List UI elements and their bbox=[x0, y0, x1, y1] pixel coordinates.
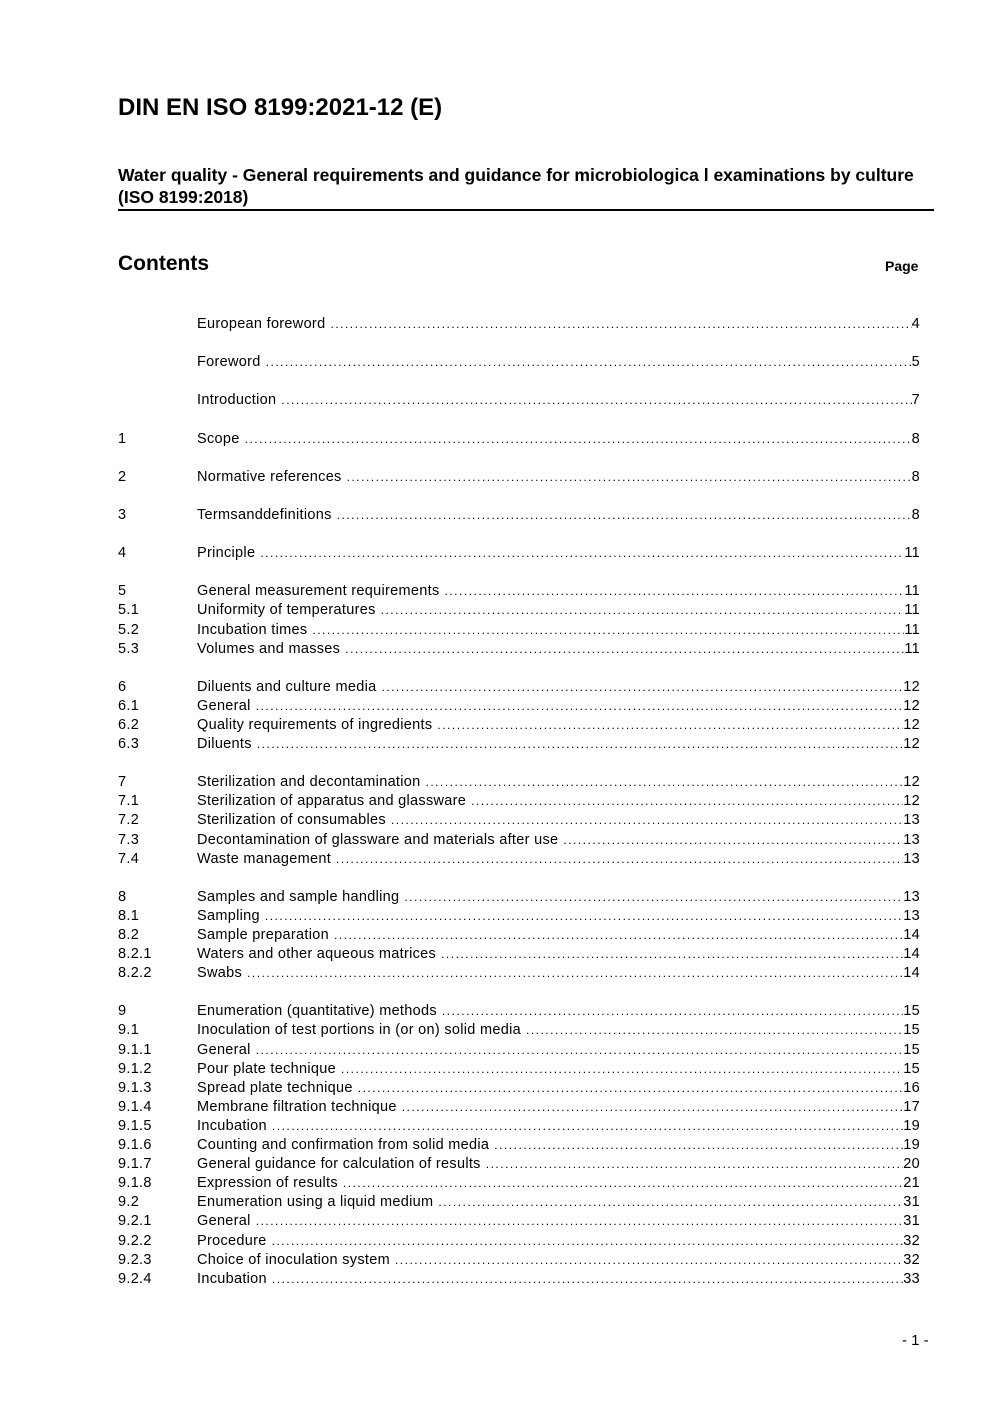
toc-entry-title: Waste management bbox=[197, 850, 332, 867]
toc-entry[interactable] bbox=[118, 1021, 920, 1040]
toc-entry-title: Expression of results bbox=[197, 1175, 338, 1192]
dot-leader bbox=[402, 1098, 904, 1117]
toc-entry[interactable] bbox=[118, 353, 920, 372]
toc-entry-number: 8 bbox=[118, 888, 127, 905]
dot-leader bbox=[494, 1136, 903, 1155]
dot-leader bbox=[272, 1117, 903, 1136]
dot-leader bbox=[441, 945, 903, 964]
toc-entry-number: 9.1 bbox=[118, 1022, 140, 1039]
toc-entry-number: 3 bbox=[118, 506, 127, 523]
toc-entry-title: Sterilization of apparatus and glassware bbox=[197, 793, 467, 810]
toc-entry[interactable] bbox=[118, 621, 920, 640]
dot-leader bbox=[256, 1041, 904, 1060]
toc-entry-title: Principle bbox=[197, 545, 256, 562]
dot-leader bbox=[272, 1232, 904, 1251]
toc-entry-title: Quality requirements of ingredients bbox=[197, 716, 433, 733]
toc-entry-title: Incubation times bbox=[197, 621, 308, 638]
toc-entry-number: 9.1.3 bbox=[118, 1079, 152, 1096]
toc-entry[interactable] bbox=[118, 735, 920, 754]
document-id: DIN EN ISO 8199:2021-12 (E) bbox=[118, 94, 443, 121]
toc-entry-number: 9.1.8 bbox=[118, 1175, 152, 1192]
toc-entry-page: 11 bbox=[904, 602, 920, 619]
toc-entry-number: 5.2 bbox=[118, 621, 140, 638]
toc-entry-title: Sampling bbox=[197, 907, 260, 924]
toc-entry-title: Uniformity of temperatures bbox=[197, 602, 376, 619]
toc-entry-title: Choice of inoculation system bbox=[197, 1251, 390, 1268]
toc-entry-title: Sterilization and decontamination bbox=[197, 774, 421, 791]
dot-leader bbox=[426, 773, 904, 792]
dot-leader bbox=[471, 792, 903, 811]
dot-leader bbox=[343, 1174, 903, 1193]
dot-leader bbox=[266, 353, 912, 372]
toc-entry-page: 12 bbox=[903, 774, 920, 791]
dot-leader bbox=[336, 850, 903, 869]
dot-leader bbox=[330, 315, 911, 334]
toc-entry-page: 12 bbox=[903, 793, 920, 810]
toc-entry-title: Scope bbox=[197, 430, 240, 447]
toc-entry-title: Incubation bbox=[197, 1270, 267, 1287]
toc-entry[interactable] bbox=[118, 1079, 920, 1098]
dot-leader bbox=[445, 582, 905, 601]
toc-entry[interactable] bbox=[118, 1251, 920, 1270]
dot-leader bbox=[563, 831, 903, 850]
dot-leader bbox=[381, 678, 903, 697]
toc-entry[interactable] bbox=[118, 811, 920, 830]
dot-leader bbox=[247, 964, 903, 983]
toc-entry[interactable] bbox=[118, 601, 920, 620]
toc-entry[interactable] bbox=[118, 1041, 920, 1060]
toc-entry-page: 31 bbox=[903, 1194, 920, 1211]
toc-entry-number: 9.1.5 bbox=[118, 1117, 152, 1134]
toc-entry-title: Enumeration using a liquid medium bbox=[197, 1194, 434, 1211]
toc-entry-page: 14 bbox=[903, 946, 920, 963]
toc-entry-page: 13 bbox=[903, 907, 920, 924]
dot-leader bbox=[442, 1002, 903, 1021]
page-number: - 1 - bbox=[902, 1332, 929, 1349]
toc-entry-title: Introduction bbox=[197, 392, 277, 409]
toc-entry-number: 9.2.4 bbox=[118, 1270, 152, 1287]
toc-entry-page: 12 bbox=[903, 716, 920, 733]
toc-entry[interactable] bbox=[118, 831, 920, 850]
toc-entry-number: 8.2.2 bbox=[118, 965, 152, 982]
toc-entry-title: Counting and confirmation from solid media bbox=[197, 1137, 490, 1154]
toc-entry-page: 13 bbox=[903, 812, 920, 829]
toc-entry-page: 20 bbox=[903, 1156, 920, 1173]
toc-entry[interactable] bbox=[118, 964, 920, 983]
document-title: Water quality - General requirements and guidance for microbiologica l examinations by culture (ISO 8199:2018) bbox=[118, 164, 934, 211]
toc-entry[interactable] bbox=[118, 945, 920, 964]
toc-entry-title: European foreword bbox=[197, 316, 326, 332]
toc-entry-title: Swabs bbox=[197, 965, 243, 982]
toc-entry[interactable] bbox=[118, 773, 920, 792]
toc-entry[interactable] bbox=[118, 1193, 920, 1212]
toc-entry-number: 2 bbox=[118, 468, 127, 485]
toc-entry-page: 31 bbox=[903, 1213, 920, 1230]
dot-leader bbox=[437, 716, 903, 735]
toc-entry[interactable] bbox=[118, 1212, 920, 1231]
page-column-label: Page bbox=[885, 258, 919, 274]
toc-entry[interactable] bbox=[118, 926, 920, 945]
toc-entry-page: 5 bbox=[911, 354, 920, 371]
toc-entry-number: 7.3 bbox=[118, 831, 140, 848]
toc-entry[interactable] bbox=[118, 1155, 920, 1174]
toc-entry-number: 9.2.1 bbox=[118, 1213, 152, 1230]
toc-entry[interactable] bbox=[118, 697, 920, 716]
toc-entry-number: 6.1 bbox=[118, 697, 140, 714]
toc-entry-page: 13 bbox=[903, 831, 920, 848]
toc-entry[interactable] bbox=[118, 792, 920, 811]
toc-entry-title: Spread plate technique bbox=[197, 1079, 353, 1096]
toc-entry-number: 6.2 bbox=[118, 716, 140, 733]
toc-entry[interactable] bbox=[118, 544, 920, 563]
toc-entry-number: 7.2 bbox=[118, 812, 140, 829]
toc-entry-title: Incubation bbox=[197, 1117, 267, 1134]
dot-leader bbox=[395, 1251, 903, 1270]
toc-entry-title: Procedure bbox=[197, 1232, 267, 1249]
toc-entry-title: General guidance for calculation of results bbox=[197, 1156, 481, 1173]
toc-entry-page: 32 bbox=[903, 1232, 920, 1249]
contents-heading: Contents bbox=[118, 252, 209, 275]
toc-entry-page: 15 bbox=[903, 1022, 920, 1039]
toc-entry-number: 7 bbox=[118, 774, 127, 791]
toc-entry-title: Waters and other aqueous matrices bbox=[197, 946, 437, 963]
dot-leader bbox=[281, 391, 911, 410]
toc-entry-page: 32 bbox=[903, 1251, 920, 1268]
dot-leader bbox=[337, 506, 912, 525]
toc-entry-title: Enumeration (quantitative) methods bbox=[197, 1003, 437, 1020]
dot-leader bbox=[526, 1021, 903, 1040]
toc-entry-title: Sterilization of consumables bbox=[197, 812, 386, 829]
toc-entry-title: Volumes and masses bbox=[197, 640, 341, 657]
dot-leader bbox=[272, 1270, 903, 1289]
toc-entry-page: 13 bbox=[903, 888, 920, 905]
toc-entry-page: 15 bbox=[903, 1060, 920, 1077]
dot-leader bbox=[260, 544, 904, 563]
toc-entry[interactable] bbox=[118, 430, 920, 449]
toc-entry-page: 4 bbox=[911, 316, 920, 332]
toc-entry-page: 33 bbox=[903, 1270, 920, 1287]
toc-entry-page: 12 bbox=[903, 697, 920, 714]
toc-entry[interactable] bbox=[118, 1270, 920, 1289]
toc-entry[interactable] bbox=[118, 1174, 920, 1193]
toc-entry-number: 9 bbox=[118, 1003, 127, 1020]
toc-entry-number: 9.2.3 bbox=[118, 1251, 152, 1268]
toc-entry[interactable] bbox=[118, 1136, 920, 1155]
toc-entry[interactable] bbox=[118, 907, 920, 926]
dot-leader bbox=[438, 1193, 903, 1212]
toc-entry-number: 9.2 bbox=[118, 1194, 140, 1211]
toc-entry-page: 19 bbox=[903, 1117, 920, 1134]
toc-entry-page: 8 bbox=[911, 468, 920, 485]
toc-entry-page: 16 bbox=[903, 1079, 920, 1096]
toc-entry[interactable] bbox=[118, 716, 920, 735]
toc-entry-number: 5.3 bbox=[118, 640, 140, 657]
toc-entry[interactable] bbox=[118, 1117, 920, 1136]
toc-entry-number: 9.1.1 bbox=[118, 1041, 152, 1058]
dot-leader bbox=[265, 907, 903, 926]
dot-leader bbox=[358, 1079, 904, 1098]
toc-entry[interactable] bbox=[118, 582, 920, 601]
toc-entry-title: Foreword bbox=[197, 354, 261, 371]
toc-entry-page: 11 bbox=[904, 640, 920, 657]
toc-entry[interactable] bbox=[118, 678, 920, 697]
dot-leader bbox=[345, 640, 904, 659]
toc-entry-number: 8.1 bbox=[118, 907, 140, 924]
toc-entry-page: 19 bbox=[903, 1137, 920, 1154]
toc-entry-page: 13 bbox=[903, 850, 920, 867]
toc-entry-title: General bbox=[197, 1041, 251, 1058]
dot-leader bbox=[381, 601, 905, 620]
dot-leader bbox=[404, 888, 903, 907]
toc-entry-number: 7.1 bbox=[118, 793, 140, 810]
toc-entry-number: 9.1.2 bbox=[118, 1060, 152, 1077]
toc-entry-number: 5.1 bbox=[118, 602, 140, 619]
toc-entry-page: 15 bbox=[903, 1003, 920, 1020]
toc-entry[interactable] bbox=[118, 315, 920, 334]
toc-entry-title: Sample preparation bbox=[197, 927, 329, 943]
toc-entry-page: 21 bbox=[903, 1175, 920, 1192]
toc-entry-number: 9.1.6 bbox=[118, 1137, 152, 1154]
toc-entry-title: Membrane filtration technique bbox=[197, 1098, 397, 1115]
toc-entry-page: 11 bbox=[904, 545, 920, 562]
toc-entry-number: 8.2 bbox=[118, 927, 140, 943]
toc-entry-title: Samples and sample handling bbox=[197, 888, 400, 905]
toc-entry[interactable] bbox=[118, 468, 920, 487]
toc-entry-page: 8 bbox=[911, 506, 920, 523]
toc-entry-number: 1 bbox=[118, 430, 127, 447]
toc-entry-page: 14 bbox=[903, 927, 920, 943]
toc-entry-page: 17 bbox=[903, 1098, 920, 1115]
toc-entry[interactable] bbox=[118, 506, 920, 525]
toc-entry-title: Pour plate technique bbox=[197, 1060, 337, 1077]
toc-entry[interactable] bbox=[118, 1002, 920, 1021]
toc-entry-title: Decontamination of glassware and materials after use bbox=[197, 831, 559, 848]
table-of-contents bbox=[118, 315, 920, 1289]
toc-entry-title: General measurement requirements bbox=[197, 583, 440, 600]
dot-leader bbox=[256, 697, 904, 716]
toc-entry-number: 6 bbox=[118, 678, 127, 695]
toc-entry-number: 9.2.2 bbox=[118, 1232, 152, 1249]
toc-entry-title: Termsanddefinitions bbox=[197, 506, 332, 523]
toc-entry-number: 9.1.4 bbox=[118, 1098, 152, 1115]
toc-entry-page: 14 bbox=[903, 965, 920, 982]
toc-entry-number: 9.1.7 bbox=[118, 1156, 152, 1173]
toc-entry-title: Normative references bbox=[197, 468, 342, 485]
dot-leader bbox=[486, 1155, 904, 1174]
toc-entry-number: 6.3 bbox=[118, 736, 140, 753]
toc-entry[interactable] bbox=[118, 888, 920, 907]
toc-entry[interactable] bbox=[118, 850, 920, 869]
toc-entry[interactable] bbox=[118, 391, 920, 410]
toc-entry-page: 15 bbox=[903, 1041, 920, 1058]
toc-entry[interactable] bbox=[118, 1232, 920, 1251]
toc-entry-title: Diluents and culture media bbox=[197, 678, 377, 695]
toc-entry-page: 11 bbox=[904, 583, 920, 600]
dot-leader bbox=[257, 735, 903, 754]
dot-leader bbox=[347, 468, 912, 487]
toc-entry-title: General bbox=[197, 1213, 251, 1230]
toc-entry-page: 11 bbox=[904, 621, 920, 638]
dot-leader bbox=[334, 926, 903, 945]
dot-leader bbox=[256, 1212, 904, 1231]
toc-entry[interactable] bbox=[118, 1098, 920, 1117]
toc-entry-page: 12 bbox=[903, 736, 920, 753]
toc-entry-page: 8 bbox=[911, 430, 920, 447]
toc-entry-title: General bbox=[197, 697, 251, 714]
toc-entry[interactable] bbox=[118, 640, 920, 659]
toc-entry-page: 7 bbox=[911, 392, 920, 409]
dot-leader bbox=[312, 621, 904, 640]
toc-entry-page: 12 bbox=[903, 678, 920, 695]
toc-entry-title: Inoculation of test portions in (or on) solid media bbox=[197, 1022, 521, 1039]
toc-entry-number: 4 bbox=[118, 545, 127, 562]
toc-entry[interactable] bbox=[118, 1060, 920, 1079]
dot-leader bbox=[391, 811, 903, 830]
dot-leader bbox=[341, 1060, 903, 1079]
toc-entry-number: 7.4 bbox=[118, 850, 140, 867]
dot-leader bbox=[245, 430, 912, 449]
toc-entry-number: 8.2.1 bbox=[118, 946, 152, 963]
toc-entry-title: Diluents bbox=[197, 736, 252, 753]
toc-entry-number: 5 bbox=[118, 583, 127, 600]
